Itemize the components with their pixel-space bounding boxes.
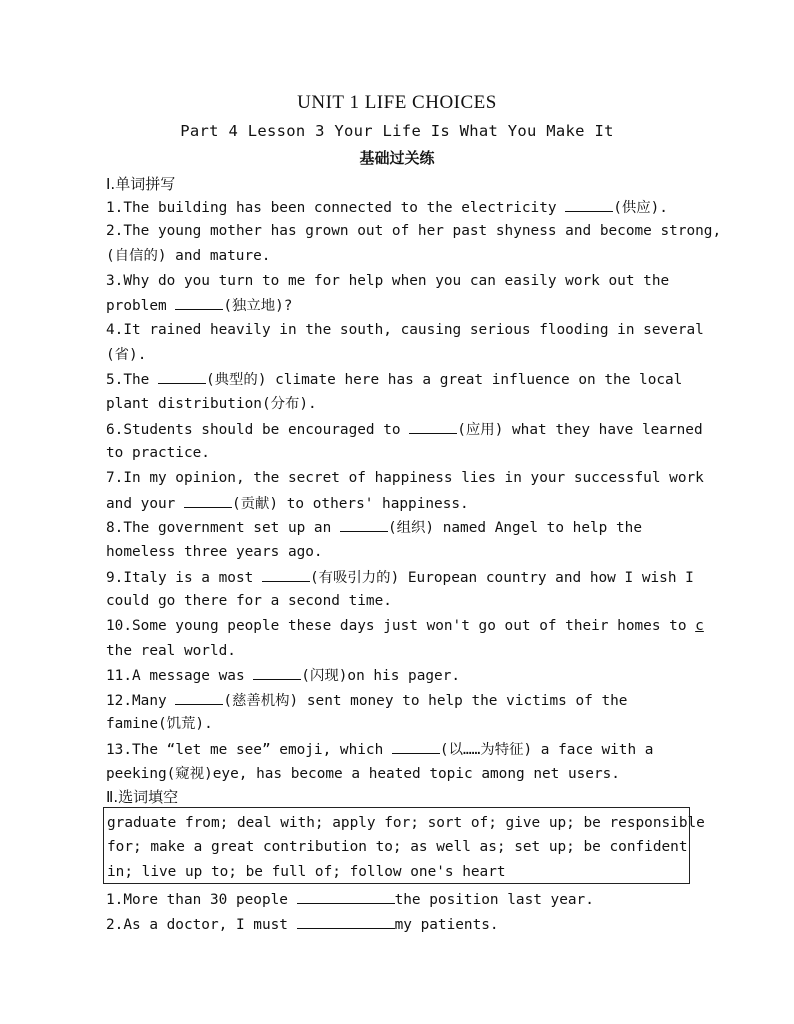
answer-blank[interactable] [175, 690, 223, 705]
section-2-heading: Ⅱ.选词填空 [106, 788, 179, 806]
question-1: 1.The building has been connected to the electricity (供应). [106, 197, 696, 218]
question-10-line-2: the real world. [106, 643, 236, 659]
answer-blank[interactable] [565, 197, 613, 212]
answer-blank[interactable] [184, 493, 232, 508]
question-7-line-2: and your (贡献) to others' happiness. [106, 493, 696, 514]
question-3-line-1: 3.Why do you turn to me for help when you can easily work out the [106, 273, 670, 289]
question-11: 11.A message was (闪现)on his pager. [106, 665, 696, 686]
question-13-line-1: 13.The “let me see” emoji, which (以……为特征) a face with a [106, 739, 696, 760]
question-10-line-1: 10.Some young people these days just won't go out of their homes to c [106, 618, 704, 634]
question-9-line-2: could go there for a second time. [106, 593, 392, 609]
word-bank-line-1: graduate from; deal with; apply for; sort of; give up; be responsible [107, 815, 705, 831]
question-2-line-2: (自信的) and mature. [106, 248, 271, 264]
question-12-line-1: 12.Many (慈善机构) sent money to help the victims of the [106, 690, 696, 711]
question-6-line-1: 6.Students should be encouraged to (应用) what they have learned [106, 419, 696, 440]
answer-blank[interactable] [340, 517, 388, 532]
section-1-heading: Ⅰ.单词拼写 [106, 175, 176, 193]
initial-letter-hint: c [695, 618, 704, 634]
question-4-line-2: (省). [106, 347, 147, 363]
question-9-line-1: 9.Italy is a most (有吸引力的) European country and how I wish I [106, 567, 696, 588]
question-2-line-1: 2.The young mother has grown out of her past shyness and become strong, [106, 223, 722, 239]
word-bank-line-2: for; make a great contribution to; as well as; set up; be confident [107, 839, 688, 855]
answer-blank[interactable] [158, 369, 206, 384]
answer-blank[interactable] [409, 419, 457, 434]
question-6-line-2: to practice. [106, 445, 210, 461]
question-13-line-2: peeking(窥视)eye, has become a heated topic among net users. [106, 766, 620, 782]
exercise-title: 基础过关练 [359, 149, 435, 167]
question-3-line-2: problem (独立地)? [106, 295, 696, 316]
answer-blank[interactable] [297, 914, 395, 929]
answer-blank[interactable] [297, 889, 395, 904]
question-5-line-2: plant distribution(分布). [106, 396, 317, 412]
lesson-subtitle: Part 4 Lesson 3 Your Life Is What You Make It [180, 122, 614, 140]
question-7-line-1: 7.In my opinion, the secret of happiness lies in your successful work [106, 470, 704, 486]
word-bank-line-3: in; live up to; be full of; follow one's heart [107, 864, 506, 880]
fill-question-1: 1.More than 30 people the position last year. [106, 889, 696, 910]
answer-blank[interactable] [175, 295, 223, 310]
word-bank-box [103, 807, 705, 884]
question-8-line-2: homeless three years ago. [106, 544, 323, 560]
question-8-line-1: 8.The government set up an (组织) named Angel to help the [106, 517, 696, 538]
question-5-line-1: 5.The (典型的) climate here has a great influence on the local [106, 369, 696, 390]
answer-blank[interactable] [392, 739, 440, 754]
fill-question-2: 2.As a doctor, I must my patients. [106, 914, 696, 935]
answer-blank[interactable] [262, 567, 310, 582]
unit-title: UNIT 1 LIFE CHOICES [297, 92, 497, 113]
question-4-line-1: 4.It rained heavily in the south, causing serious flooding in several [106, 322, 704, 338]
question-12-line-2: famine(饥荒). [106, 716, 213, 732]
answer-blank[interactable] [253, 665, 301, 680]
